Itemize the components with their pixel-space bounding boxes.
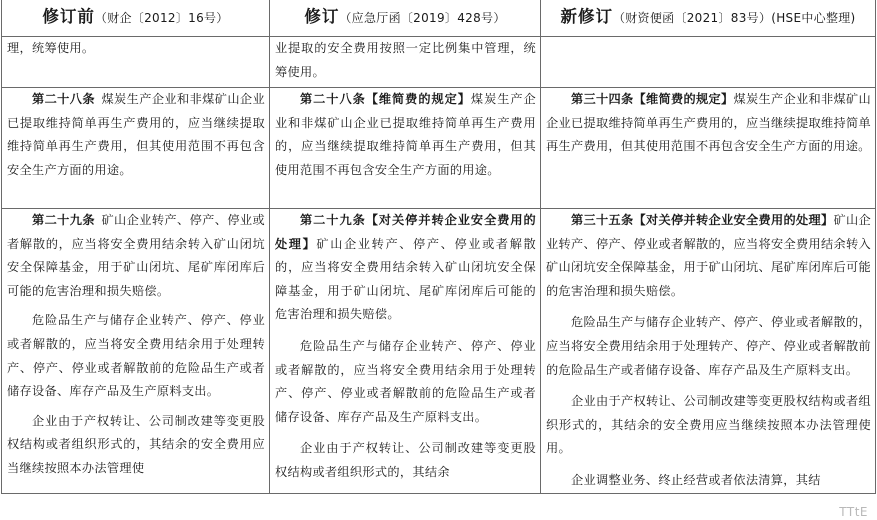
article-title: 第二十八条【维简费的规定】: [300, 92, 471, 106]
paragraph: 危险品生产与储存企业转产、停产、停业或者解散的，应当将安全费用结余用于处理转产、停产、停业或者解散前的危险品生产或者储存设备、库存产品及生产原料支出。: [275, 338, 536, 424]
table-row-continuation: [2, 37, 876, 88]
article-text: 煤炭生产企业和非煤矿山企业已提取维持简单再生产费用的，应当继续提取维持简单再生产费用，但其使用范围不再包含安全生产方面的用途。: [275, 92, 536, 177]
paragraph: 企业调整业务、终止经营或者依法清算，其结: [571, 472, 821, 487]
paragraph: 企业由于产权转让、公司制改建等变更股权结构或者组织形式的，其结余: [275, 441, 536, 479]
regulation-comparison-table: [1, 0, 876, 494]
article-text: 煤炭生产企业和非煤矿山企业已提取维持简单再生产费用的，应当继续提取维持简单再生产费用，但其使用范围不再包含安全生产方面的用途。: [546, 92, 871, 154]
article-text: 矿山企业转产、停产、停业或者解散的，应当将安全费用结余转入矿山闭坑安全保障基金，用于矿山闭坑、尾矿库闭库后可能的危害治理和损失赔偿。: [275, 236, 536, 322]
cell-revision-continuation: [270, 37, 541, 88]
cell-new-continuation: [541, 37, 876, 88]
header-new-revision: [541, 0, 876, 37]
cell-revision-article-28: [270, 88, 541, 209]
table-row-article-29: [2, 209, 876, 494]
article-title: 第二十九条: [32, 213, 95, 227]
header-before-title: 修订前: [42, 7, 95, 27]
cell-text: 业提取的安全费用按照一定比例集中管理，统筹使用。: [275, 41, 536, 79]
cell-before-article-29: [2, 209, 270, 494]
cell-before-continuation: [2, 37, 270, 88]
article-text: 煤炭生产企业和非煤矿山企业已提取维持简单再生产费用的，应当继续提取维持简单再生产费用，但其使用范围不再包含安全生产方面的用途。: [7, 92, 266, 177]
watermark: TTtE: [836, 505, 871, 519]
cell-revision-article-29: [270, 209, 541, 494]
article-title: 第三十四条【维简费的规定】: [571, 92, 734, 106]
cell-text: 理，统筹使用。: [7, 41, 95, 55]
cell-before-article-28: [2, 88, 270, 209]
header-before: [2, 0, 270, 37]
header-before-ref: （财企〔2012〕16号）: [94, 11, 229, 26]
table-row-article-28: [2, 88, 876, 209]
cell-new-article-35: [541, 209, 876, 494]
article-text: 矿山企业转产、停产、停业或者解散的，应当将安全费用结余转入矿山闭坑安全保障基金，用于矿山闭坑、尾矿库闭库后可能的危害治理和损失赔偿。: [546, 213, 871, 298]
header-new-revision-title: 新修订: [560, 7, 613, 27]
paragraph: 企业由于产权转让、公司制改建等变更股权结构或者组织形式的，其结余的安全费用应当继续按照本办法管理使: [7, 413, 265, 475]
article-text: 矿山企业转产、停产、停业或者解散的，应当将安全费用结余转入矿山闭坑安全保障基金，用于矿山闭坑、尾矿库闭库后可能的危害治理和损失赔偿。: [7, 213, 266, 298]
cell-new-article-34: [541, 88, 876, 209]
header-new-revision-ref: （财资便函〔2021〕83号）(HSE中心整理): [612, 11, 856, 26]
article-title: 第三十五条【对关停并转企业安全费用的处理】: [571, 213, 834, 227]
article-title: 第二十九条【对关停并转企业安全费用的处理】: [275, 213, 536, 251]
header-revision: [270, 0, 541, 37]
header-row: [2, 0, 876, 37]
paragraph: 危险品生产与储存企业转产、停产、停业或者解散的，应当将安全费用结余用于处理转产、停产、停业或者解散前的危险品生产或者储存设备、库存产品及生产原料支出。: [7, 313, 265, 399]
paragraph: 危险品生产与储存企业转产、停产、停业或者解散的，应当将安全费用结余用于处理转产、停产、停业或者解散前的危险品生产或者储存设备、库存产品及生产原料支出。: [546, 315, 871, 377]
header-revision-ref: （应急厅函〔2019〕428号）: [339, 11, 506, 26]
paragraph: 企业由于产权转让、公司制改建等变更股权结构或者组织形式的，其结余的安全费用应当继续按照本办法管理使用。: [546, 394, 871, 456]
article-title: 第二十八条: [32, 92, 95, 106]
header-revision-title: 修订: [304, 7, 340, 27]
